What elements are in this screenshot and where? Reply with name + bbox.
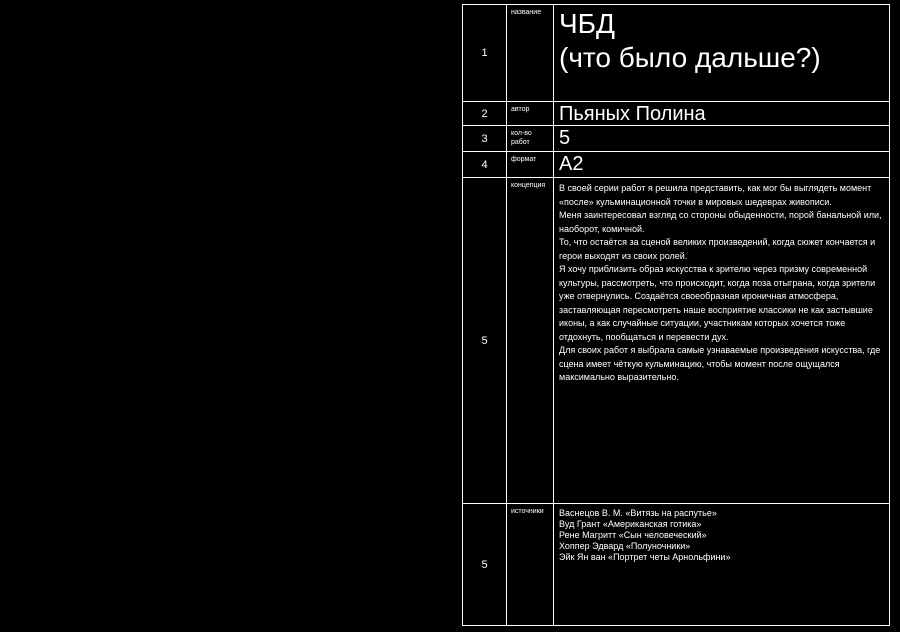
row-number: 3: [463, 126, 507, 151]
row-format: [463, 152, 889, 178]
sources-list: [554, 504, 889, 625]
row-number: 2: [463, 102, 507, 125]
row-number: 5: [463, 178, 507, 503]
concept-paragraph: Для своих работ я выбрала самые узнаваемые произведения искусства, где сцена имеет чёткую кульминацию, чтобы момент после ощущался максимально выразительно.: [559, 345, 881, 382]
row-sources: [463, 504, 889, 625]
title-value: [554, 5, 889, 101]
row-label: концепция: [507, 178, 554, 503]
count-value: 5: [559, 127, 571, 149]
source-item: Эйк Ян ван «Портрет четы Арнольфини»: [559, 552, 731, 562]
row-label: источники: [507, 504, 554, 625]
concept-paragraph: В своей серии работ я решила представить, как мог бы выглядеть момент «после» кульминационной точки в мировых шедеврах живописи.: [559, 183, 872, 207]
row-label: название: [507, 5, 554, 101]
row-concept: [463, 178, 889, 504]
row-author: [463, 102, 889, 126]
source-item: Хоппер Эдвард «Полуночники»: [559, 541, 691, 551]
format-value: А2: [559, 153, 584, 175]
author-value: Пьяных Полина: [559, 103, 706, 125]
row-number: 1: [463, 5, 507, 101]
concept-text: [554, 178, 889, 503]
title-line: ЧБД: [559, 8, 615, 39]
concept-paragraph: То, что остаётся за сценой великих произведений, когда сюжет кончается и герои выходят из своих ролей.: [559, 237, 876, 261]
subtitle-line: (что было дальше?): [559, 42, 821, 73]
concept-paragraph: Я хочу приблизить образ искусства к зрителю через призму современной культуры, рассмотреть, что происходит, когда поза отыграна, когда зрители уже отвернулись. Создаётся своеобразная ироничная атмосфера, заставляющая пересмотреть наше восприятие классики не как застывшие иконы, а как случайные ситуации, участникам которых хочется тоже отдохнуть, пообщаться и перевести дух.: [559, 264, 876, 342]
row-label: автор: [507, 102, 554, 125]
row-number: 4: [463, 152, 507, 177]
source-item: Вуд Грант «Американская готика»: [559, 519, 702, 529]
row-count: [463, 126, 889, 152]
source-item: Васнецов В. М. «Витязь на распутье»: [559, 508, 717, 518]
info-table: [462, 4, 890, 626]
source-item: Рене Магритт «Сын человеческий»: [559, 530, 707, 540]
row-title: [463, 5, 889, 102]
row-label: кол-во работ: [507, 126, 554, 151]
row-label: формат: [507, 152, 554, 177]
row-number: 5: [463, 504, 507, 625]
concept-paragraph: Меня заинтересовал взгляд со стороны обыденности, порой банальной или, наоборот, комичной.: [559, 210, 882, 234]
